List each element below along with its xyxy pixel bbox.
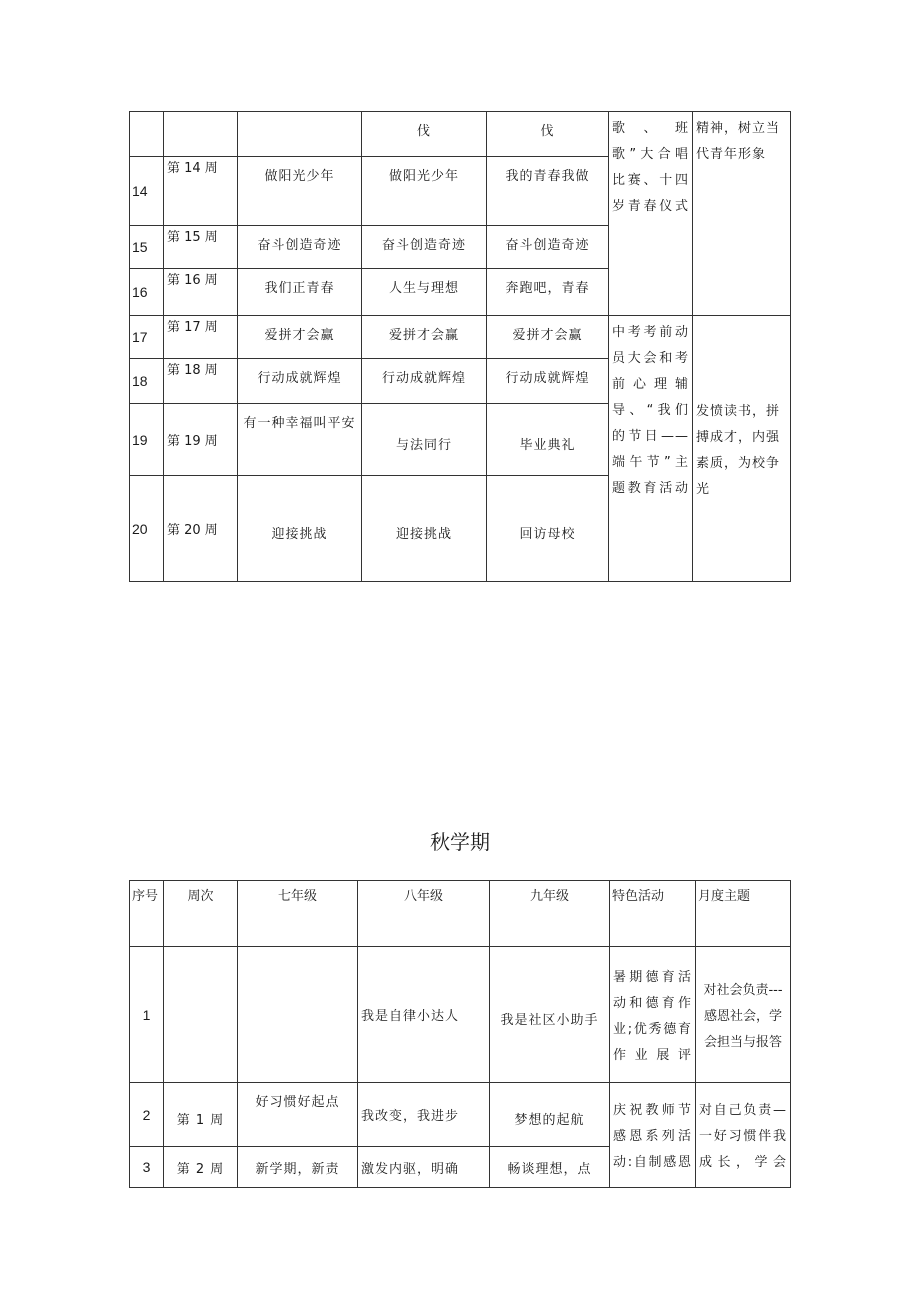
row-number: 15 [130,226,164,269]
special-activity-cell: 暑期德育活动和德育作业;优秀德育作业展评 [610,947,696,1083]
spring-schedule-table [129,111,791,582]
week-cell: 第 15 周 [164,226,238,269]
row-number: 16 [130,269,164,316]
row-number: 19 [130,404,164,476]
grade7-topic [238,112,362,157]
table-row [130,947,791,1083]
autumn-term-title: 秋学期 [430,830,490,854]
grade7-topic: 新学期，新责 [238,1147,358,1188]
row-number: 1 [130,947,164,1083]
grade9-topic: 奋斗创造奇迹 [487,226,609,269]
grade9-topic: 毕业典礼 [487,404,609,476]
week-cell: 第 2 周 [164,1147,238,1188]
grade9-topic: 回访母校 [487,476,609,582]
grade8-topic: 爱拼才会赢 [362,316,487,359]
table-header-row [130,881,791,947]
week-cell: 第 17 周 [164,316,238,359]
grade9-topic: 梦想的起航 [490,1083,610,1147]
header-week: 周次 [164,881,238,947]
table-row [130,1083,791,1147]
grade7-topic [238,947,358,1083]
grade7-topic: 行动成就辉煌 [238,359,362,404]
week-cell [164,947,238,1083]
header-grade8: 八年级 [358,881,490,947]
monthly-theme-cell: 发愤读书，拼搏成才，内强素质，为校争光 [693,316,791,582]
grade9-topic: 行动成就辉煌 [487,359,609,404]
week-cell: 第 1 周 [164,1083,238,1147]
grade8-topic: 与法同行 [362,404,487,476]
row-number: 3 [130,1147,164,1188]
special-activity-cell: 中考考前动员大会和考前心理辅导、“我们的节日——端午节”主题教育活动 [609,316,693,582]
monthly-theme-cell: 对自己负责—一好习惯伴我成长，学会 [696,1083,791,1188]
monthly-theme-cell: 对社会负责---感恩社会，学会担当与报答 [696,947,791,1083]
grade8-topic: 奋斗创造奇迹 [362,226,487,269]
row-number [130,112,164,157]
header-number: 序号 [130,881,164,947]
week-cell [164,112,238,157]
week-cell: 第 19 周 [164,404,238,476]
grade9-topic: 我是社区小助手 [490,947,610,1083]
header-special-activity: 特色活动 [610,881,696,947]
special-activity-cell: 歌、班歌”大合唱比赛、十四岁青春仪式 [609,112,693,316]
grade9-topic: 我的青春我做 [487,157,609,226]
grade8-topic: 我是自律小达人 [358,947,490,1083]
grade8-topic: 迎接挑战 [362,476,487,582]
row-number: 14 [130,157,164,226]
grade7-topic: 奋斗创造奇迹 [238,226,362,269]
grade9-topic: 爱拼才会赢 [487,316,609,359]
grade8-topic: 人生与理想 [362,269,487,316]
week-cell: 第 14 周 [164,157,238,226]
table-row [130,112,791,157]
grade7-topic: 好习惯好起点 [238,1083,358,1147]
grade9-topic: 畅谈理想，点 [490,1147,610,1188]
grade7-topic: 爱拼才会赢 [238,316,362,359]
row-number: 18 [130,359,164,404]
grade7-topic: 做阳光少年 [238,157,362,226]
autumn-schedule-table [129,880,791,1188]
grade7-topic: 我们正青春 [238,269,362,316]
header-grade7: 七年级 [238,881,358,947]
grade8-topic: 行动成就辉煌 [362,359,487,404]
week-cell: 第 18 周 [164,359,238,404]
grade8-topic: 伐 [362,112,487,157]
week-cell: 第 16 周 [164,269,238,316]
special-activity-cell: 庆祝教师节感恩系列活动:自制感恩 [610,1083,696,1188]
table-row [130,316,791,359]
grade8-topic: 做阳光少年 [362,157,487,226]
week-cell: 第 20 周 [164,476,238,582]
grade7-topic: 迎接挑战 [238,476,362,582]
monthly-theme-cell: 精神，树立当代青年形象 [693,112,791,316]
grade7-topic: 有一种幸福叫平安 [238,404,362,476]
header-monthly-theme: 月度主题 [696,881,791,947]
row-number: 20 [130,476,164,582]
row-number: 17 [130,316,164,359]
grade8-topic: 我改变，我进步 [358,1083,490,1147]
grade8-topic: 激发内驱，明确 [358,1147,490,1188]
grade9-topic: 奔跑吧，青春 [487,269,609,316]
grade9-topic: 伐 [487,112,609,157]
header-grade9: 九年级 [490,881,610,947]
row-number: 2 [130,1083,164,1147]
